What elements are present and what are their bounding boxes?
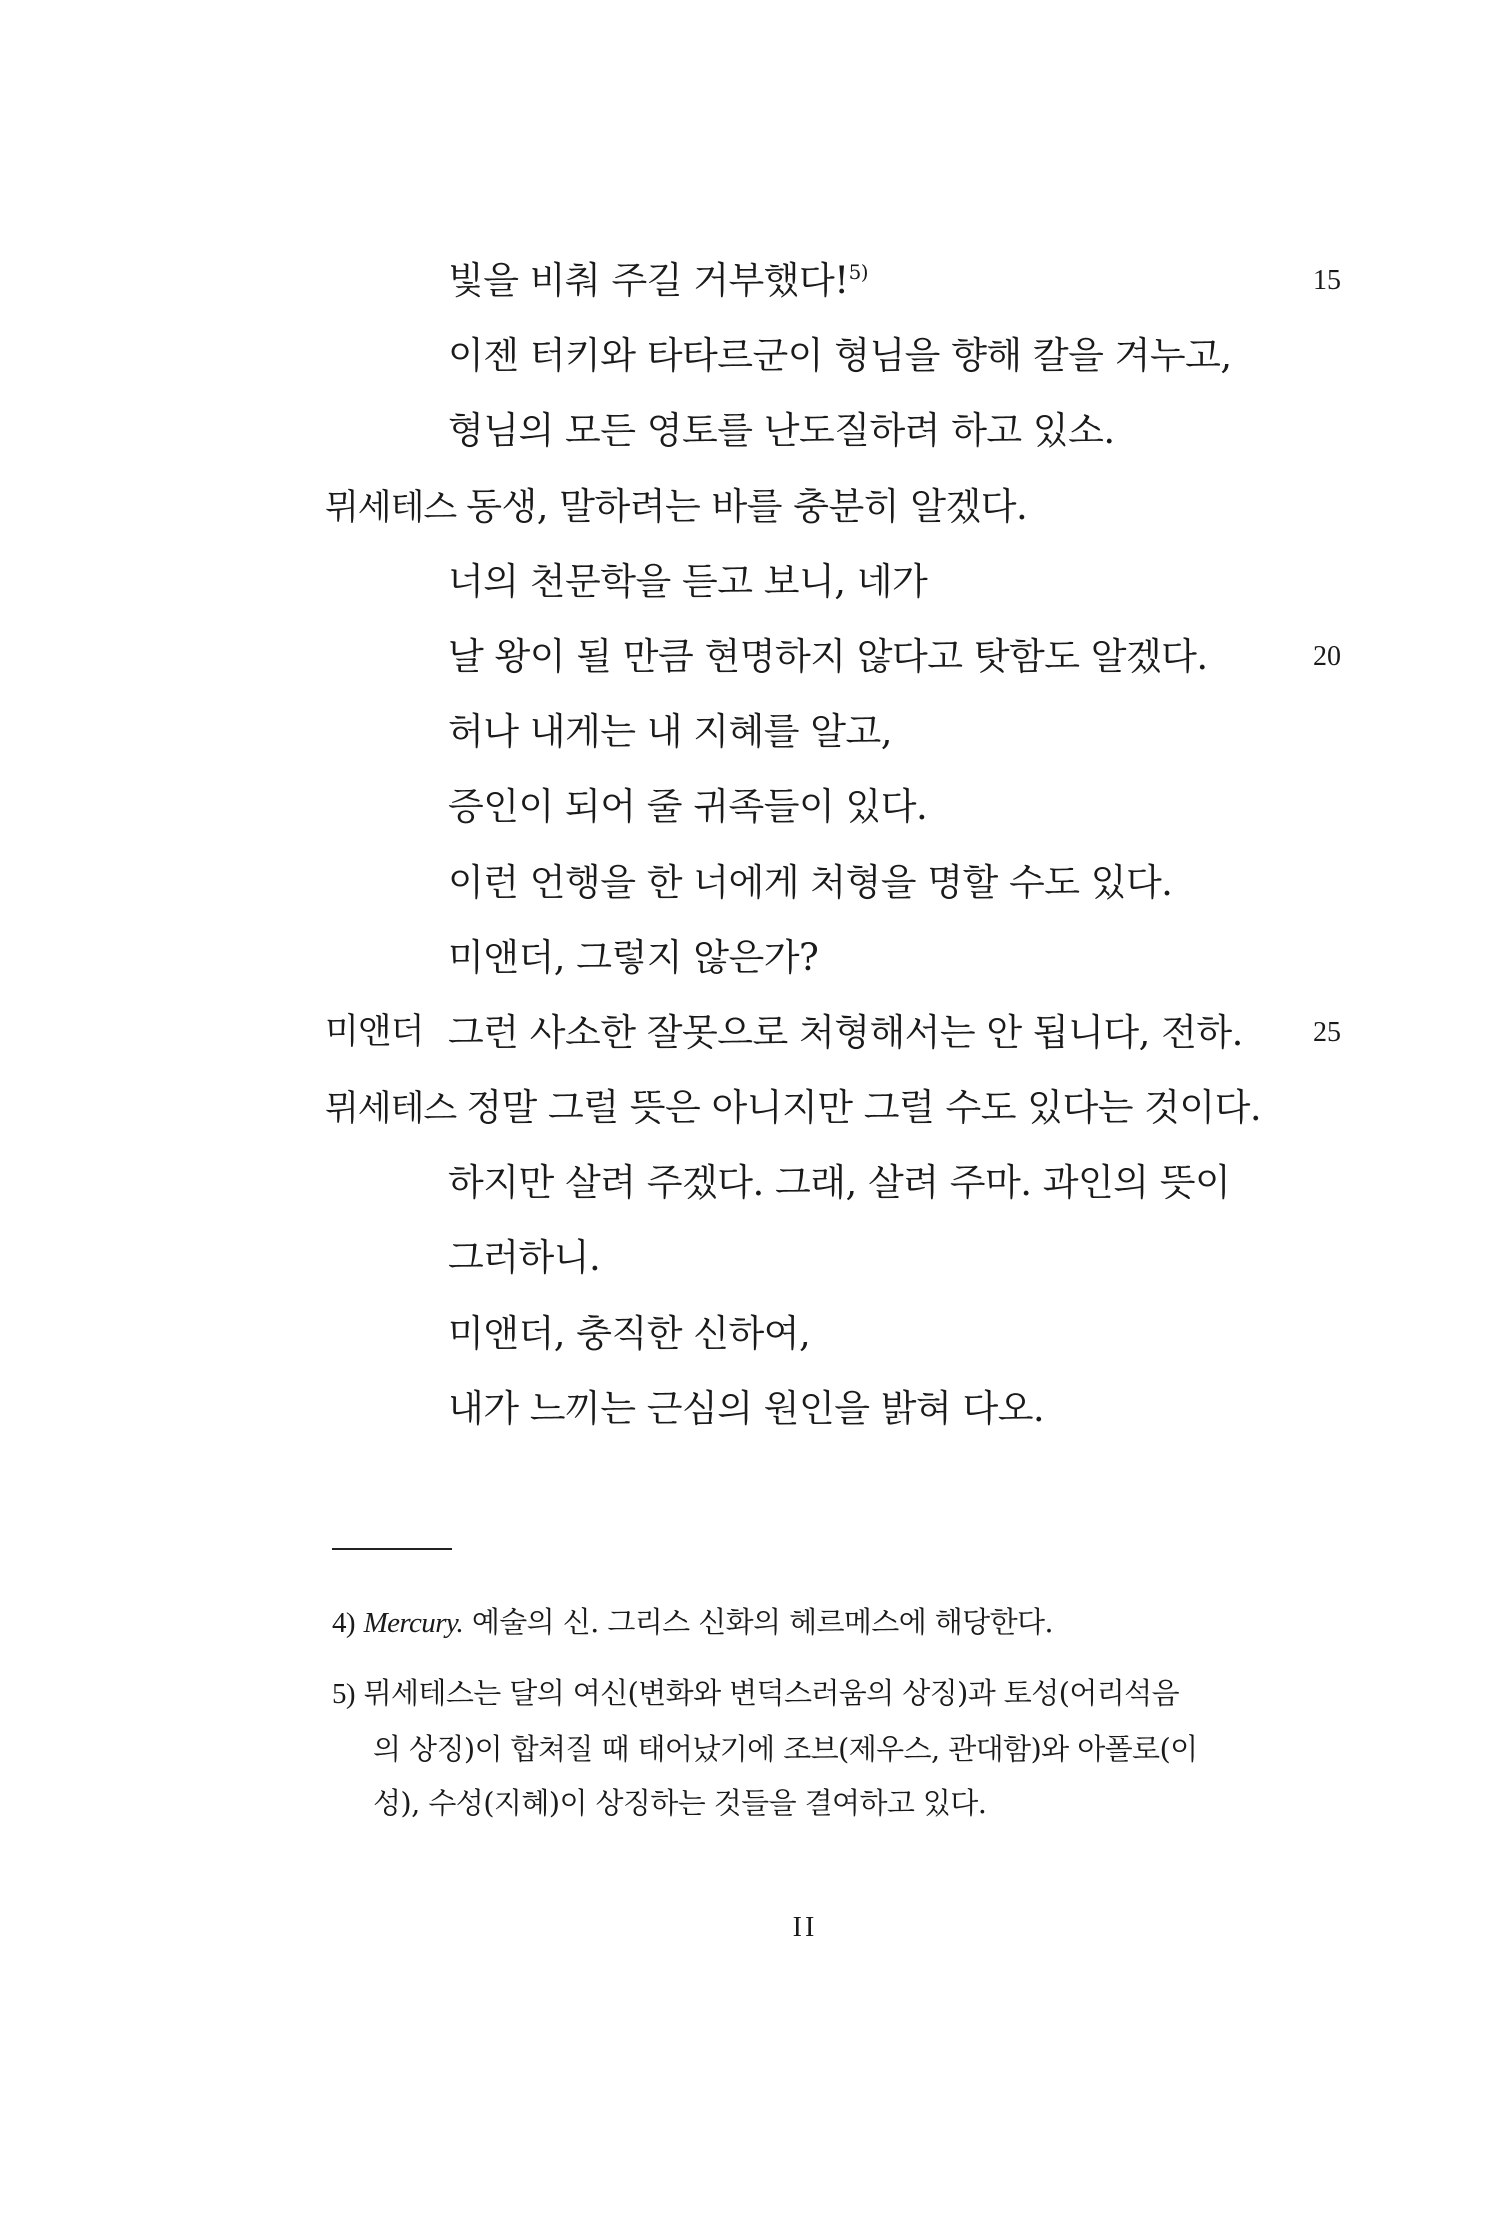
verse-text: 하지만 살려 주겠다. 그래, 살려 주마. 과인의 뜻이 bbox=[448, 1161, 1231, 1205]
footnote-5 bbox=[332, 1671, 1352, 1712]
verse-line bbox=[325, 619, 1365, 694]
verse-line bbox=[325, 393, 1365, 468]
footnote-divider bbox=[332, 1548, 452, 1550]
verse-text: 그런 사소한 잘못으로 처형해서는 안 됩니다, 전하. bbox=[448, 1010, 1243, 1054]
verse-text: 동생, 말하려는 바를 충분히 알겠다. bbox=[466, 484, 1028, 528]
verse-line bbox=[325, 469, 1365, 544]
verse-text: 이젠 터키와 타타르군이 형님을 향해 칼을 겨누고, bbox=[448, 334, 1232, 378]
line-number: 25 bbox=[1313, 1016, 1341, 1048]
line-number: 15 bbox=[1313, 265, 1341, 296]
verse-line bbox=[325, 243, 1365, 318]
page-number: II bbox=[792, 1912, 818, 1943]
verse-line bbox=[325, 544, 1365, 619]
verse-line bbox=[325, 318, 1365, 393]
verse-line bbox=[325, 769, 1365, 844]
verse-block bbox=[325, 243, 1365, 1446]
verse-line bbox=[325, 1296, 1365, 1371]
speaker-name: 미앤더 bbox=[325, 1011, 424, 1052]
verse-text: 정말 그럴 뜻은 아니지만 그럴 수도 있다는 것이다. bbox=[466, 1086, 1262, 1130]
footnote-mark: 5) bbox=[332, 1678, 355, 1710]
verse-line bbox=[325, 995, 1365, 1070]
verse-text: 이런 언행을 한 너에게 처형을 명할 수도 있다. bbox=[448, 860, 1173, 904]
footnote-5-line-3: 성), 수성(지혜)이 상징하는 것들을 결여하고 있다. bbox=[373, 1786, 987, 1820]
footnote-text: 예술의 신. 그리스 신화의 헤르메스에 해당한다. bbox=[463, 1605, 1054, 1639]
verse-text: 미앤더, 그렇지 않은가? bbox=[448, 935, 819, 979]
verse-text: 너의 천문학을 듣고 보니, 네가 bbox=[448, 559, 928, 603]
verse-line bbox=[325, 694, 1365, 769]
footnote-text: 뮈세테스는 달의 여신(변화와 변덕스러움의 상징)과 토성(어리석음 bbox=[354, 1676, 1179, 1710]
verse-line bbox=[325, 845, 1365, 920]
footnote-term: Mercury. bbox=[363, 1607, 464, 1639]
verse-text: 빛을 비춰 주길 거부했다! bbox=[448, 259, 849, 302]
verse-text: 그러하니. bbox=[448, 1236, 601, 1280]
verse-text: 미앤더, 충직한 신하여, bbox=[448, 1311, 811, 1355]
footnote-ref[interactable]: 5) bbox=[848, 260, 869, 284]
verse-text: 날 왕이 될 만큼 현명하지 않다고 탓함도 알겠다. bbox=[448, 634, 1208, 678]
verse-line bbox=[325, 920, 1365, 995]
line-number: 20 bbox=[1313, 640, 1341, 672]
verse-line bbox=[325, 1220, 1365, 1295]
verse-line bbox=[325, 1371, 1365, 1446]
verse-text: 형님의 모든 영토를 난도질하려 하고 있소. bbox=[448, 409, 1115, 453]
footnote-5-line-2: 의 상징)이 합쳐질 때 태어났기에 조브(제우스, 관대함)와 아폴로(이 bbox=[373, 1732, 1198, 1766]
verse-text: 증인이 되어 줄 귀족들이 있다. bbox=[448, 785, 928, 829]
footnote-mark: 4) bbox=[332, 1607, 355, 1639]
verse-line bbox=[325, 1145, 1365, 1220]
speaker-name: 뮈세테스 bbox=[325, 1089, 457, 1130]
verse-text: 내가 느끼는 근심의 원인을 밝혀 다오. bbox=[448, 1386, 1045, 1430]
verse-text: 허나 내게는 내 지혜를 알고, bbox=[448, 710, 892, 754]
footnote-4 bbox=[332, 1600, 1352, 1641]
verse-line bbox=[325, 1070, 1365, 1145]
speaker-name: 뮈세테스 bbox=[325, 487, 457, 528]
